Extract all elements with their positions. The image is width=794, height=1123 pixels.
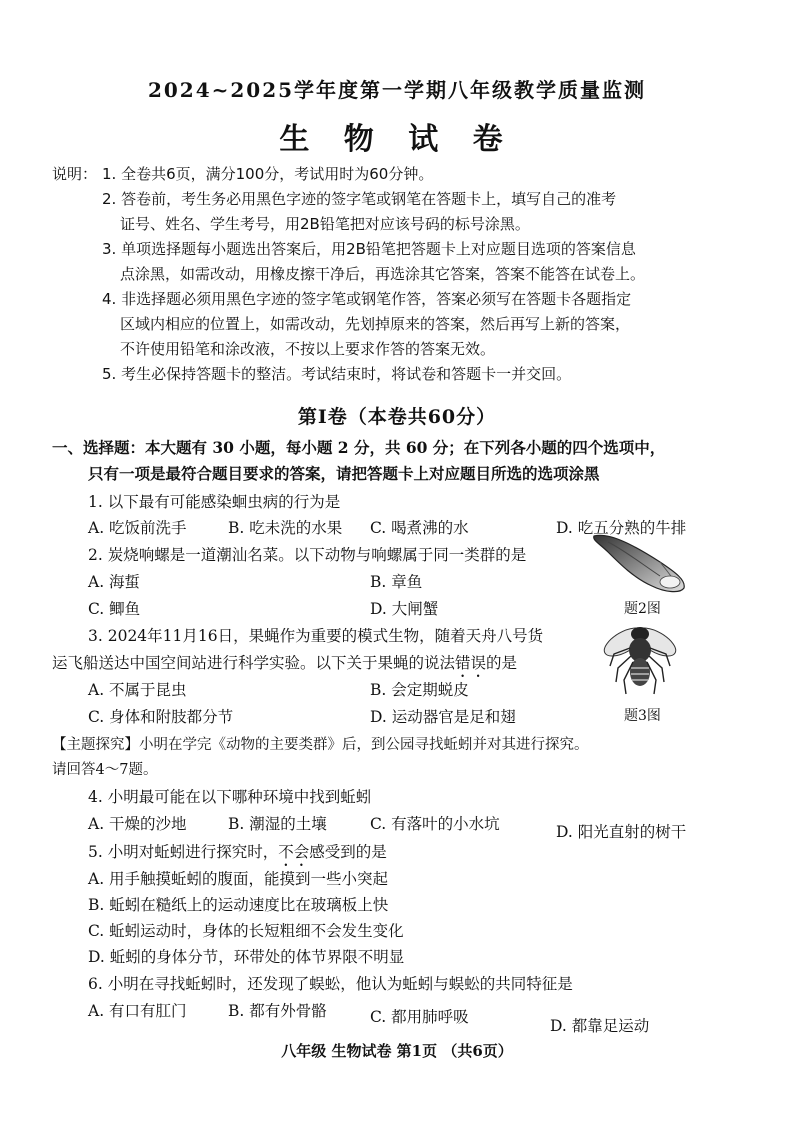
figure-2-caption: 题2图: [624, 601, 661, 617]
question-6-option-b: B. 都有外骨骼: [228, 1002, 327, 1020]
figure-3-caption: 题3图: [624, 708, 661, 724]
instruction-line: 4. 非选择题必须用黑色字迹的签字笔或钢笔作答，答案必须写在答题卡各题指定: [102, 290, 632, 308]
question-2-option-d: D. 大闸蟹: [370, 600, 439, 618]
question-3-stem-text: 运飞船送达中国空间站进行科学实验。以下关于果蝇的说法: [52, 654, 456, 672]
question-5-option-d: D. 蚯蚓的身体分节，环带处的体节界限不明显: [88, 948, 405, 966]
page-footer: 八年级 生物试卷 第1页 （共6页）: [281, 1042, 513, 1060]
question-3-stem-end: 的是: [486, 654, 518, 672]
theme-inquiry-intro: 【主题探究】小明在学完《动物的主要类群》后，到公园寻找蚯蚓并对其进行探究。: [52, 737, 589, 753]
question-4-option-d: D. 阳光直射的树干: [556, 823, 687, 841]
instruction-line: 证号、姓名、学生考号，用2B铅笔把对应该号码的标号涂黑。: [120, 215, 530, 233]
question-1-option-a: A. 吃饭前洗手: [88, 519, 187, 537]
question-5-option-c: C. 蚯蚓运动时，身体的长短粗细不会发生变化: [88, 922, 404, 940]
question-5-option-a: A. 用手触摸蚯蚓的腹面，能摸到一些小突起: [88, 870, 389, 888]
question-6-option-a: A. 有口有肛门: [88, 1002, 187, 1020]
question-6-option-d: D. 都靠足运动: [550, 1017, 650, 1035]
question-6-stem: 6. 小明在寻找蚯蚓时，还发现了蜈蚣，他认为蚯蚓与蜈蚣的共同特征是: [88, 975, 573, 993]
theme-inquiry-instruction: 请回答4～7题。: [52, 762, 158, 778]
instruction-line: 不许使用铅笔和涂改液，不按以上要求作答的答案无效。: [120, 340, 496, 358]
question-5-option-b: B. 蚯蚓在糙纸上的运动速度比在玻璃板上快: [88, 896, 389, 914]
question-4-option-b: B. 潮湿的土壤: [228, 815, 327, 833]
section-heading: 第Ⅰ卷（本卷共60分）: [297, 406, 497, 428]
instructions-label: 说明：: [52, 165, 98, 183]
question-6-option-c: C. 都用肺呼吸: [370, 1008, 469, 1026]
conch-shell-illustration: [590, 528, 690, 598]
instruction-line: 3. 单项选择题每小题选出答案后，用2B铅笔把答题卡上对应题目选项的答案信息: [102, 240, 636, 258]
question-3-option-b: B. 会定期蜕皮: [370, 681, 469, 699]
question-2-option-c: C. 鲫鱼: [88, 600, 141, 618]
instruction-line: 区域内相应的位置上，如需改动，先划掉原来的答案，然后再写上新的答案，: [120, 315, 631, 333]
question-3-option-d: D. 运动器官是足和翅: [370, 708, 516, 726]
exam-header-title: 2024~2025学年度第一学期八年级教学质量监测: [147, 78, 647, 102]
question-5-stem: [88, 840, 387, 870]
question-4-option-c: C. 有落叶的小水坑: [370, 815, 500, 833]
question-1-stem: 1. 以下最有可能感染蛔虫病的行为是: [88, 493, 341, 511]
exam-subject-title: 生 物 试 卷: [279, 122, 515, 157]
question-2-option-a: A. 海蜇: [88, 573, 141, 591]
question-3-option-a: A. 不属于昆虫: [88, 681, 187, 699]
question-4-stem: 4. 小明最可能在以下哪种环境中找到蚯蚓: [88, 788, 372, 806]
question-2-stem: 2. 炭烧响螺是一道潮汕名菜。以下动物与响螺属于同一类群的是: [88, 546, 527, 564]
fruit-fly-illustration: [600, 612, 680, 702]
question-4-option-a: A. 干燥的沙地: [88, 815, 187, 833]
part-title: 一、选择题：本大题有 30 小题，每小题 2 分，共 60 分；在下列各小题的四个选项中，: [52, 438, 666, 457]
question-3-stem: 3. 2024年11月16日，果蝇作为重要的模式生物，随着天舟八号货: [88, 627, 544, 645]
part-title-continued: 只有一项是最符合题目要求的答案，请把答题卡上对应题目所选的选项涂黑: [88, 464, 600, 483]
instruction-line: 点涂黑，如需改动，用橡皮擦干净后，再选涂其它答案，答案不能答在试卷上。: [120, 265, 646, 283]
instruction-line: 2. 答卷前，考生务必用黑色字迹的签字笔或钢笔在答题卡上，填写自己的准考: [102, 190, 617, 208]
question-3-emphasis: 错误: [455, 654, 487, 672]
question-5-emphasis: 不会: [278, 843, 310, 861]
question-1-option-d: D. 吃五分熟的牛排: [556, 519, 687, 537]
question-2-option-b: B. 章鱼: [370, 573, 423, 591]
question-5-stem-text: 5. 小明对蚯蚓进行探究时，: [88, 843, 279, 861]
question-3-stem-continued: [52, 651, 517, 681]
question-1-option-c: C. 喝煮沸的水: [370, 519, 469, 537]
question-5-stem-end: 感受到的是: [309, 843, 387, 861]
instruction-line: 5. 考生必保持答题卡的整洁。考试结束时，将试卷和答题卡一并交回。: [102, 365, 572, 383]
instruction-line: 1. 全卷共6页，满分100分，考试用时为60分钟。: [102, 165, 434, 183]
question-3-option-c: C. 身体和附肢都分节: [88, 708, 234, 726]
question-1-option-b: B. 吃未洗的水果: [228, 519, 343, 537]
